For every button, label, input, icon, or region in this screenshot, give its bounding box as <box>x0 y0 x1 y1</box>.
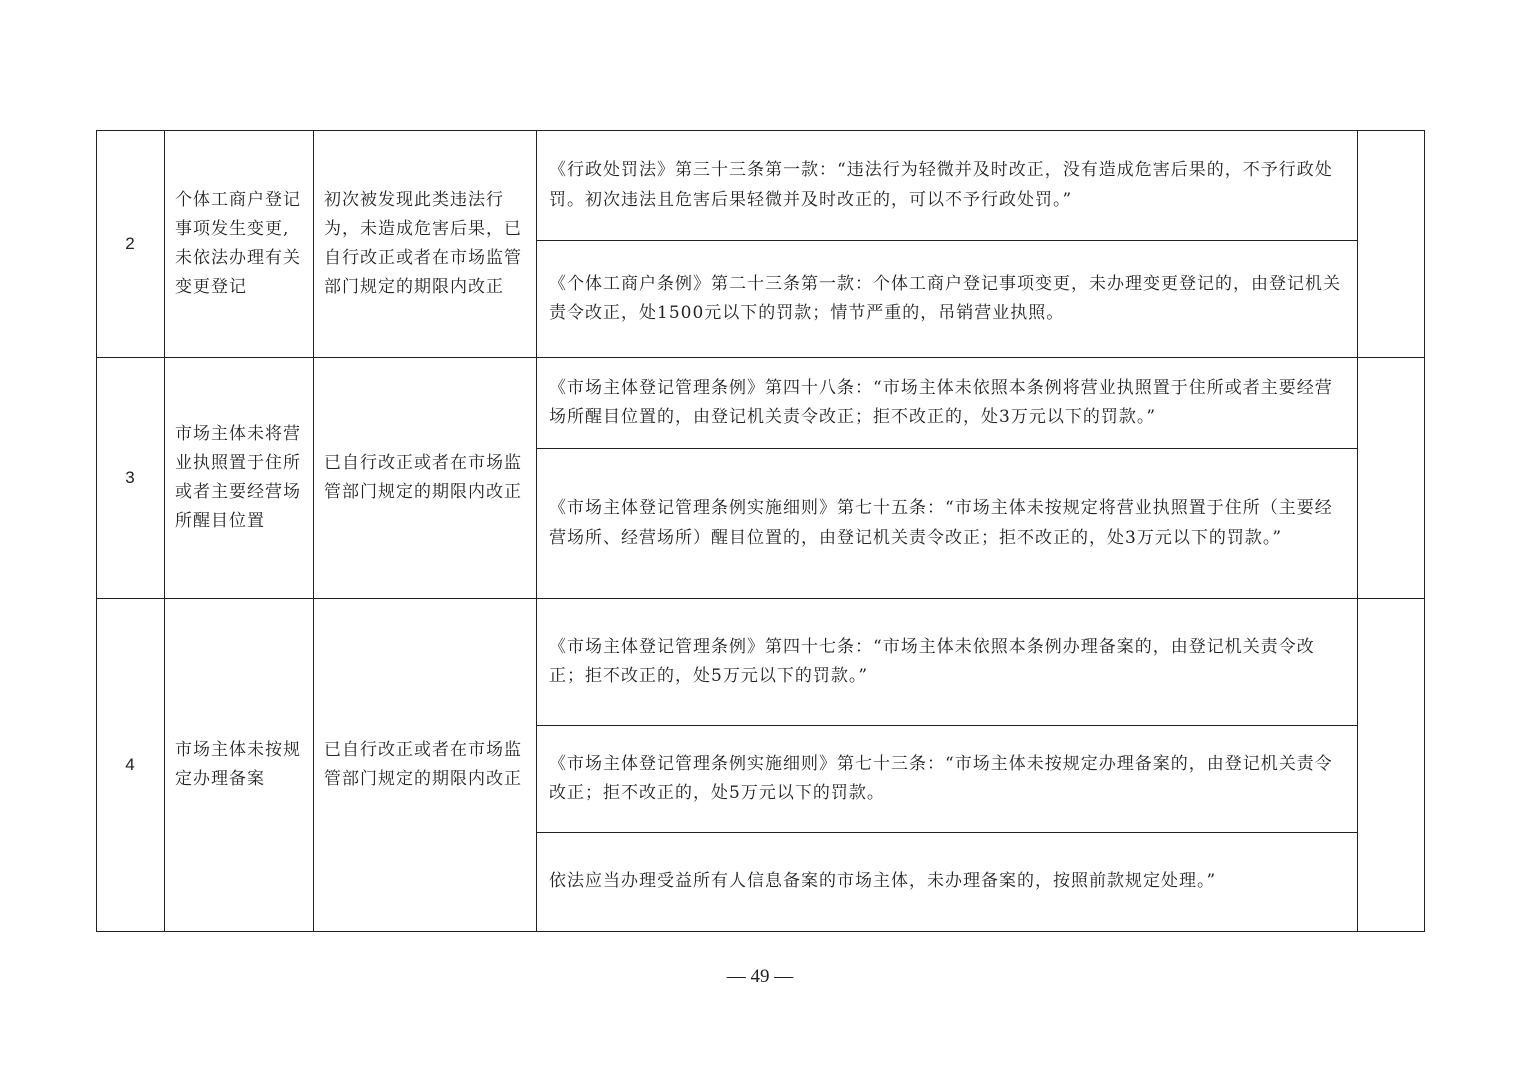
legal-basis: 《市场主体登记管理条例实施细则》第七十五条：“市场主体未按规定将营业执照置于住所（主要经营场所、经营场所）醒目位置的，由登记机关责令改正；拒不改正的，处3万元以下的罚款。” <box>537 449 1358 599</box>
remarks-cell <box>1358 131 1425 358</box>
legal-basis: 依法应当办理受益所有人信息备案的市场主体，未办理备案的，按照前款规定处理。” <box>537 833 1358 932</box>
row-number: 3 <box>97 358 165 599</box>
table-row <box>97 599 1425 726</box>
page-number: — 49 — <box>726 966 794 987</box>
exemption-condition: 初次被发现此类违法行为，未造成危害后果，已自行改正或者在市场监管部门规定的期限内改正 <box>314 131 537 358</box>
legal-basis: 《市场主体登记管理条例》第四十七条：“市场主体未依照本条例办理备案的，由登记机关责令改正；拒不改正的，处5万元以下的罚款。” <box>537 599 1358 726</box>
legal-basis: 《市场主体登记管理条例实施细则》第七十三条：“市场主体未按规定办理备案的，由登记机关责令改正；拒不改正的，处5万元以下的罚款。 <box>537 726 1358 833</box>
violation-item: 市场主体未按规定办理备案 <box>165 599 314 932</box>
legal-basis: 《个体工商户条例》第二十三条第一款：个体工商户登记事项变更，未办理变更登记的，由登记机关责令改正，处1500元以下的罚款；情节严重的，吊销营业执照。 <box>537 241 1358 358</box>
table-row <box>97 358 1425 449</box>
exemption-condition: 已自行改正或者在市场监管部门规定的期限内改正 <box>314 358 537 599</box>
remarks-cell <box>1358 599 1425 932</box>
table-row <box>97 131 1425 241</box>
row-number: 2 <box>97 131 165 358</box>
legal-basis: 《行政处罚法》第三十三条第一款：“违法行为轻微并及时改正，没有造成危害后果的，不予行政处罚。初次违法且危害后果轻微并及时改正的，可以不予行政处罚。” <box>537 131 1358 241</box>
violation-item: 市场主体未将营业执照置于住所或者主要经营场所醒目位置 <box>165 358 314 599</box>
remarks-cell <box>1358 358 1425 599</box>
regulation-table <box>96 130 1425 932</box>
row-number: 4 <box>97 599 165 932</box>
violation-item: 个体工商户登记事项发生变更,未依法办理有关变更登记 <box>165 131 314 358</box>
legal-basis: 《市场主体登记管理条例》第四十八条：“市场主体未依照本条例将营业执照置于住所或者主要经营场所醒目位置的，由登记机关责令改正；拒不改正的，处3万元以下的罚款。” <box>537 358 1358 449</box>
exemption-condition: 已自行改正或者在市场监管部门规定的期限内改正 <box>314 599 537 932</box>
